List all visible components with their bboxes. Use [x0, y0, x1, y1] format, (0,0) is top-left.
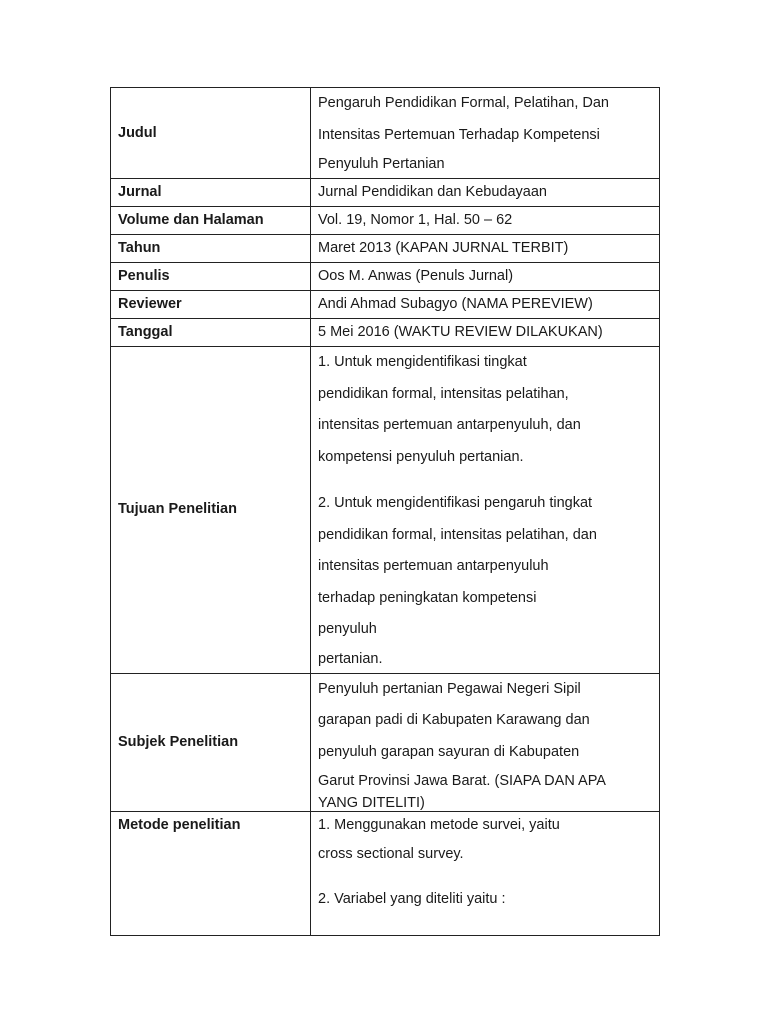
row-value-jurnal: Jurnal Pendidikan dan Kebudayaan: [311, 179, 660, 207]
value-line: kompetensi penyuluh pertanian.: [318, 448, 524, 465]
value-line: 2. Untuk mengidentifikasi pengaruh tingkat: [318, 495, 593, 511]
value-line: penyuluh: [318, 621, 377, 637]
table-row-tujuan: [111, 347, 660, 674]
row-value-tahun: Maret 2013 (KAPAN JURNAL TERBIT): [311, 235, 660, 263]
table-row-judul: [111, 88, 660, 179]
value-line: 2. Variabel yang diteliti yaitu :: [318, 890, 506, 907]
row-value-judul: [311, 88, 660, 179]
row-value-penulis: Oos M. Anwas (Penuls Jurnal): [311, 263, 660, 291]
table-row-metode: [111, 812, 660, 936]
row-label: Penulis: [111, 263, 311, 291]
row-value-subjek: [311, 673, 660, 812]
table-row-tanggal: [111, 319, 660, 347]
value-line: Pengaruh Pendidikan Formal, Pelatihan, Dan: [318, 95, 609, 111]
row-label: Tahun: [111, 235, 311, 263]
value-line: Penyuluh Pertanian: [318, 156, 445, 172]
value-line: intensitas pertemuan antarpenyuluh, dan: [318, 417, 581, 433]
value-line: Garut Provinsi Jawa Barat. (SIAPA DAN APA: [318, 773, 606, 789]
row-label: Tujuan Penelitian: [111, 347, 311, 674]
row-value-tujuan: [311, 347, 660, 674]
row-value-metode: [311, 812, 660, 936]
value-line: pendidikan formal, intensitas pelatihan, dan: [318, 526, 597, 543]
table-row-volume: [111, 207, 660, 235]
row-label: Judul: [111, 88, 311, 179]
table-row-subjek: [111, 673, 660, 812]
value-line: intensitas pertemuan antarpenyuluh: [318, 558, 549, 574]
value-line: cross sectional survey.: [318, 846, 464, 862]
paragraph-gap: [318, 473, 653, 488]
row-label: Subjek Penelitian: [111, 673, 311, 812]
value-line: 1. Menggunakan metode survei, yaitu: [318, 817, 560, 833]
value-line: Intensitas Pertemuan Terhadap Kompetensi: [318, 126, 600, 143]
row-label: Reviewer: [111, 291, 311, 319]
value-line: pendidikan formal, intensitas pelatihan,: [318, 385, 569, 402]
table-row-tahun: [111, 235, 660, 263]
row-value-tanggal: 5 Mei 2016 (WAKTU REVIEW DILAKUKAN): [311, 319, 660, 347]
journal-review-table: [110, 87, 660, 936]
table-row-reviewer: [111, 291, 660, 319]
table-row-penulis: [111, 263, 660, 291]
value-line: garapan padi di Kabupaten Karawang dan: [318, 712, 590, 728]
row-value-reviewer: Andi Ahmad Subagyo (NAMA PEREVIEW): [311, 291, 660, 319]
row-value-volume: Vol. 19, Nomor 1, Hal. 50 – 62: [311, 207, 660, 235]
value-line: terhadap peningkatan kompetensi: [318, 589, 537, 606]
row-label: Jurnal: [111, 179, 311, 207]
row-label: Volume dan Halaman: [111, 207, 311, 235]
value-line: Penyuluh pertanian Pegawai Negeri Sipil: [318, 680, 581, 697]
row-label: Tanggal: [111, 319, 311, 347]
table-row-jurnal: [111, 179, 660, 207]
value-line: YANG DITELITI): [318, 795, 425, 811]
value-line: 1. Untuk mengidentifikasi tingkat: [318, 354, 527, 370]
paragraph-gap: [318, 871, 653, 884]
value-line: penyuluh garapan sayuran di Kabupaten: [318, 743, 580, 760]
row-label: Metode penelitian: [111, 812, 311, 936]
value-line: pertanian.: [318, 650, 383, 667]
